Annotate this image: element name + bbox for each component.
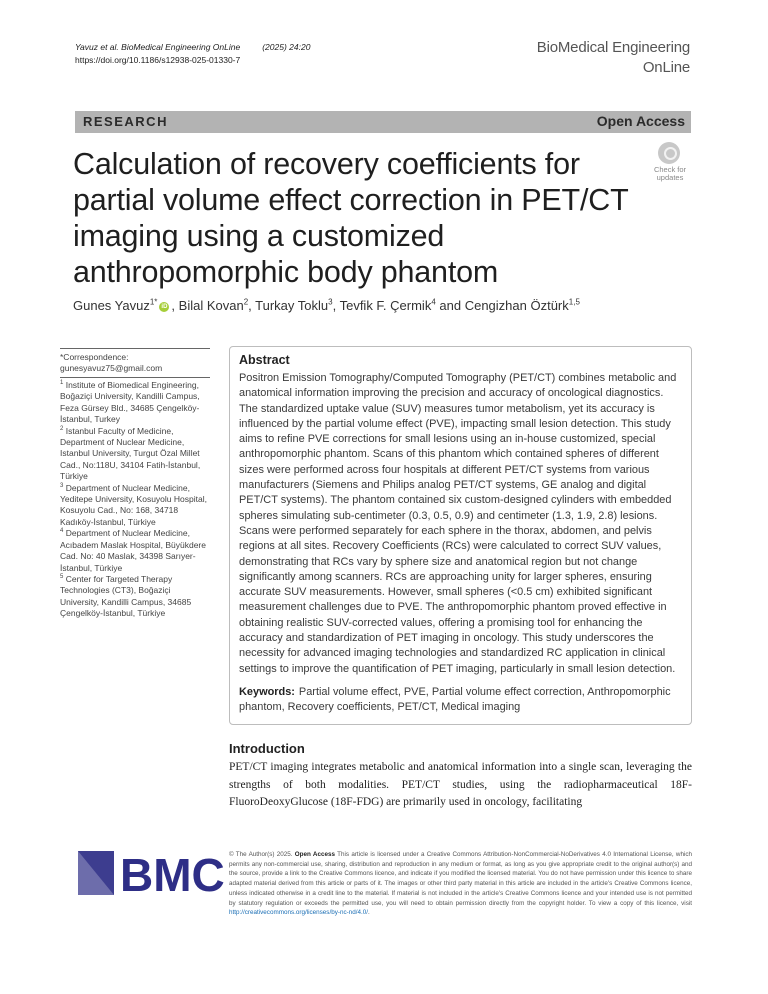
affiliation-item	[60, 528, 210, 574]
abstract-box	[229, 346, 692, 725]
open-access-label: Open Access	[596, 113, 685, 129]
affiliation-item	[60, 483, 210, 529]
affiliation-text: Department of Nuclear Medicine, Yeditepe University, Kosuyolu Hospital, Kosuyolu Cad., No: 168, 34718 Kadıköy-İstanbul, Türkiye	[60, 482, 207, 527]
keywords	[239, 685, 681, 716]
license-suffix: .	[367, 909, 370, 917]
journal-name-line1: BioMedical Engineering	[536, 39, 690, 56]
author-list	[73, 298, 580, 313]
bmc-logo	[78, 849, 225, 901]
affiliation-number: 5	[60, 574, 64, 581]
affiliations	[60, 377, 210, 620]
author-separator: ,	[171, 298, 179, 313]
journal-name-line2: OnLine	[642, 59, 690, 76]
affiliation-text: Center for Targeted Therapy Technologies (CT3), Boğaziçi University, Kandilli Campus, 34685 Çengelköy-İstanbul, Türkiye	[60, 573, 192, 619]
check-updates-line2: updates	[656, 173, 684, 182]
article-title: Calculation of recovery coefficients for partial volume effect correction in PET/CT imaging using a customized anthropomorphic body phantom	[73, 147, 628, 289]
author-affiliation-sup: 3	[328, 297, 333, 307]
license-body: This article is licensed under a Creative Commons Attribution-NonCommercial-NoDerivatives 4.0 International License, which permits any non-commercial use, sharing, distribution and reproduction in any medium or format, as long as you give appropriate credit to the original author(s) and the source, provide a link to the Creative Commons licence, and indicate if you modified the licensed material. You do not have permission under this licence to share adapted material derived from this article or parts of it. The images or other third party material in this article are included in the article's Creative Commons licence, unless indicated otherwise in a credit line to the material. If material is not included in the article's Creative Commons licence and your intended use is not permitted by statutory regulation or exceeds the permitted use, you will need to obtain permission directly from the copyright holder. To view a copy of this licence, visit	[229, 851, 693, 907]
affiliation-number: 4	[60, 528, 64, 535]
correspondence	[60, 348, 210, 374]
doi-link[interactable]: https://doi.org/10.1186/s12938-025-01330-7	[75, 55, 241, 65]
citation-authors: Yavuz et al. BioMedical Engineering OnLine	[75, 42, 241, 52]
author-separator: ,	[248, 298, 256, 313]
journal-name	[537, 38, 690, 78]
keywords-label: Keywords:	[239, 685, 295, 698]
affiliation-number: 3	[60, 482, 64, 489]
author-name[interactable]: Tevfik F. Çermik	[339, 298, 432, 313]
affiliation-text: Istanbul Faculty of Medicine, Department of Nuclear Medicine, Istanbul University, Turgut Özal Millet Cad., No:118U, 34104 Fatih-İstanbul, Türkiye	[60, 425, 201, 482]
check-updates-line1: Check for	[653, 165, 687, 174]
affiliation-text: Department of Nuclear Medicine, Acıbadem Maslak Hospital, Büyükdere Cad. No: 40 Maslak, 34398 Sarıyer-İstanbul, Türkiye	[60, 528, 206, 573]
author-affiliation-sup: 4	[431, 297, 436, 307]
affiliation-number: 2	[60, 425, 64, 432]
bmc-logo-icon	[78, 849, 225, 901]
correspondence-email[interactable]: gunesyavuz75@gmail.com	[60, 363, 163, 373]
affiliation-item	[60, 574, 210, 620]
orcid-icon[interactable]: iD	[161, 303, 168, 310]
affiliation-text: Institute of Biomedical Engineering, Boğaziçi University, Kandilli Campus, Feza Gürsey Bld., 34685 Çengelköy-İstanbul, Turkey	[60, 380, 200, 425]
article-type-banner	[75, 111, 691, 133]
license-prefix: © The Author(s) 2025.	[229, 851, 293, 858]
correspondence-label: *Correspondence:	[60, 352, 129, 362]
introduction-heading: Introduction	[229, 741, 305, 756]
author-name[interactable]: Cengizhan Öztürk	[464, 298, 569, 313]
citation-header	[75, 41, 310, 67]
abstract-text: Positron Emission Tomography/Computed Tomography (PET/CT) combines metabolic and anatomical information improving the precision and accuracy of oncological diagnostics. The standardized uptake value (SUV) measures tumor metabolism, yet its accuracy is influenced by the partial volume effect (PVE), impacting small lesion detection. This study aims to refine PVE corrections for small lesions using an in-house customized, special anthropomorphic phantom. Scans of this phantom which contained spheres of different sizes were performed across four hospitals at different PET/CT systems from various manufacturers (Siemens and Philips analog PET/CT systems, GE analog and digital PET/CT systems). The phantom contained six custom-designed cylinders with embedded spheres simulating sub-centimeter (0.3, 0.5, 0.9) and centimeter (1.3, 1.9, 2.8) lesions. Scans were performed separately for each sphere in the thorax, abdomen, and pelvis regions at all sites. Recovery Coefficients (RCs) were calculated to correct SUV values, demonstrating that RCs vary by sphere size and anatomical region but not change significantly among scanners. RCs are approaching unity for larger spheres, ensuring accurate SUV measurements. However, small spheres (<0.5 cm) exhibited significant measurement challenges due to PVE. The anthropomorphic phantom proved effective in obtaining realistic SUV-corrected values, offering a promising tool for enhancing the accuracy and standardization of PET imaging in oncology. This study underscores the necessity for advanced imaging technologies and standardized RC application in clinical settings to improve the quantification of PET imaging, particularly in small lesion detection.	[239, 372, 677, 675]
article-type-label: RESEARCH	[83, 114, 168, 129]
license-link[interactable]: http://creativecommons.org/licenses/by-nc-nd/4.0/	[229, 909, 368, 917]
author-affiliation-sup: 1*	[149, 297, 158, 307]
introduction-text: PET/CT imaging integrates metabolic and anatomical information into a single scan, leveraging the strengths of both modalities. PET/CT studies, using the radiopharmaceutical 18F-FluoroDeoxyGlucose (18F-FDG) are primarily used in oncology, facilitating	[229, 761, 692, 809]
author-separator: and	[435, 298, 465, 313]
check-updates-icon	[658, 142, 680, 164]
keywords-text: Partial volume effect, PVE, Partial volume effect correction, Anthropomorphic phantom, Recovery coefficients, PET/CT, Medical imaging	[239, 685, 671, 714]
author-affiliation-sup: 1,5	[568, 297, 580, 307]
author-name[interactable]: Bilal Kovan	[178, 298, 244, 313]
author-affiliation-sup: 2	[243, 297, 249, 307]
author-separator: ,	[332, 298, 340, 313]
author-name[interactable]: Gunes Yavuz	[73, 298, 150, 313]
bmc-logo-text: BMC	[120, 849, 225, 901]
author-name[interactable]: Turkay Toklu	[255, 298, 329, 313]
citation-year: (2025) 24:20	[262, 42, 311, 52]
abstract-heading: Abstract	[239, 353, 290, 367]
affiliation-item	[60, 380, 210, 426]
license-open-access: Open Access	[294, 851, 335, 858]
affiliation-item	[60, 426, 210, 483]
check-for-updates-badge[interactable]	[648, 142, 692, 186]
affiliation-number: 1	[60, 380, 64, 387]
license-text	[229, 850, 692, 918]
